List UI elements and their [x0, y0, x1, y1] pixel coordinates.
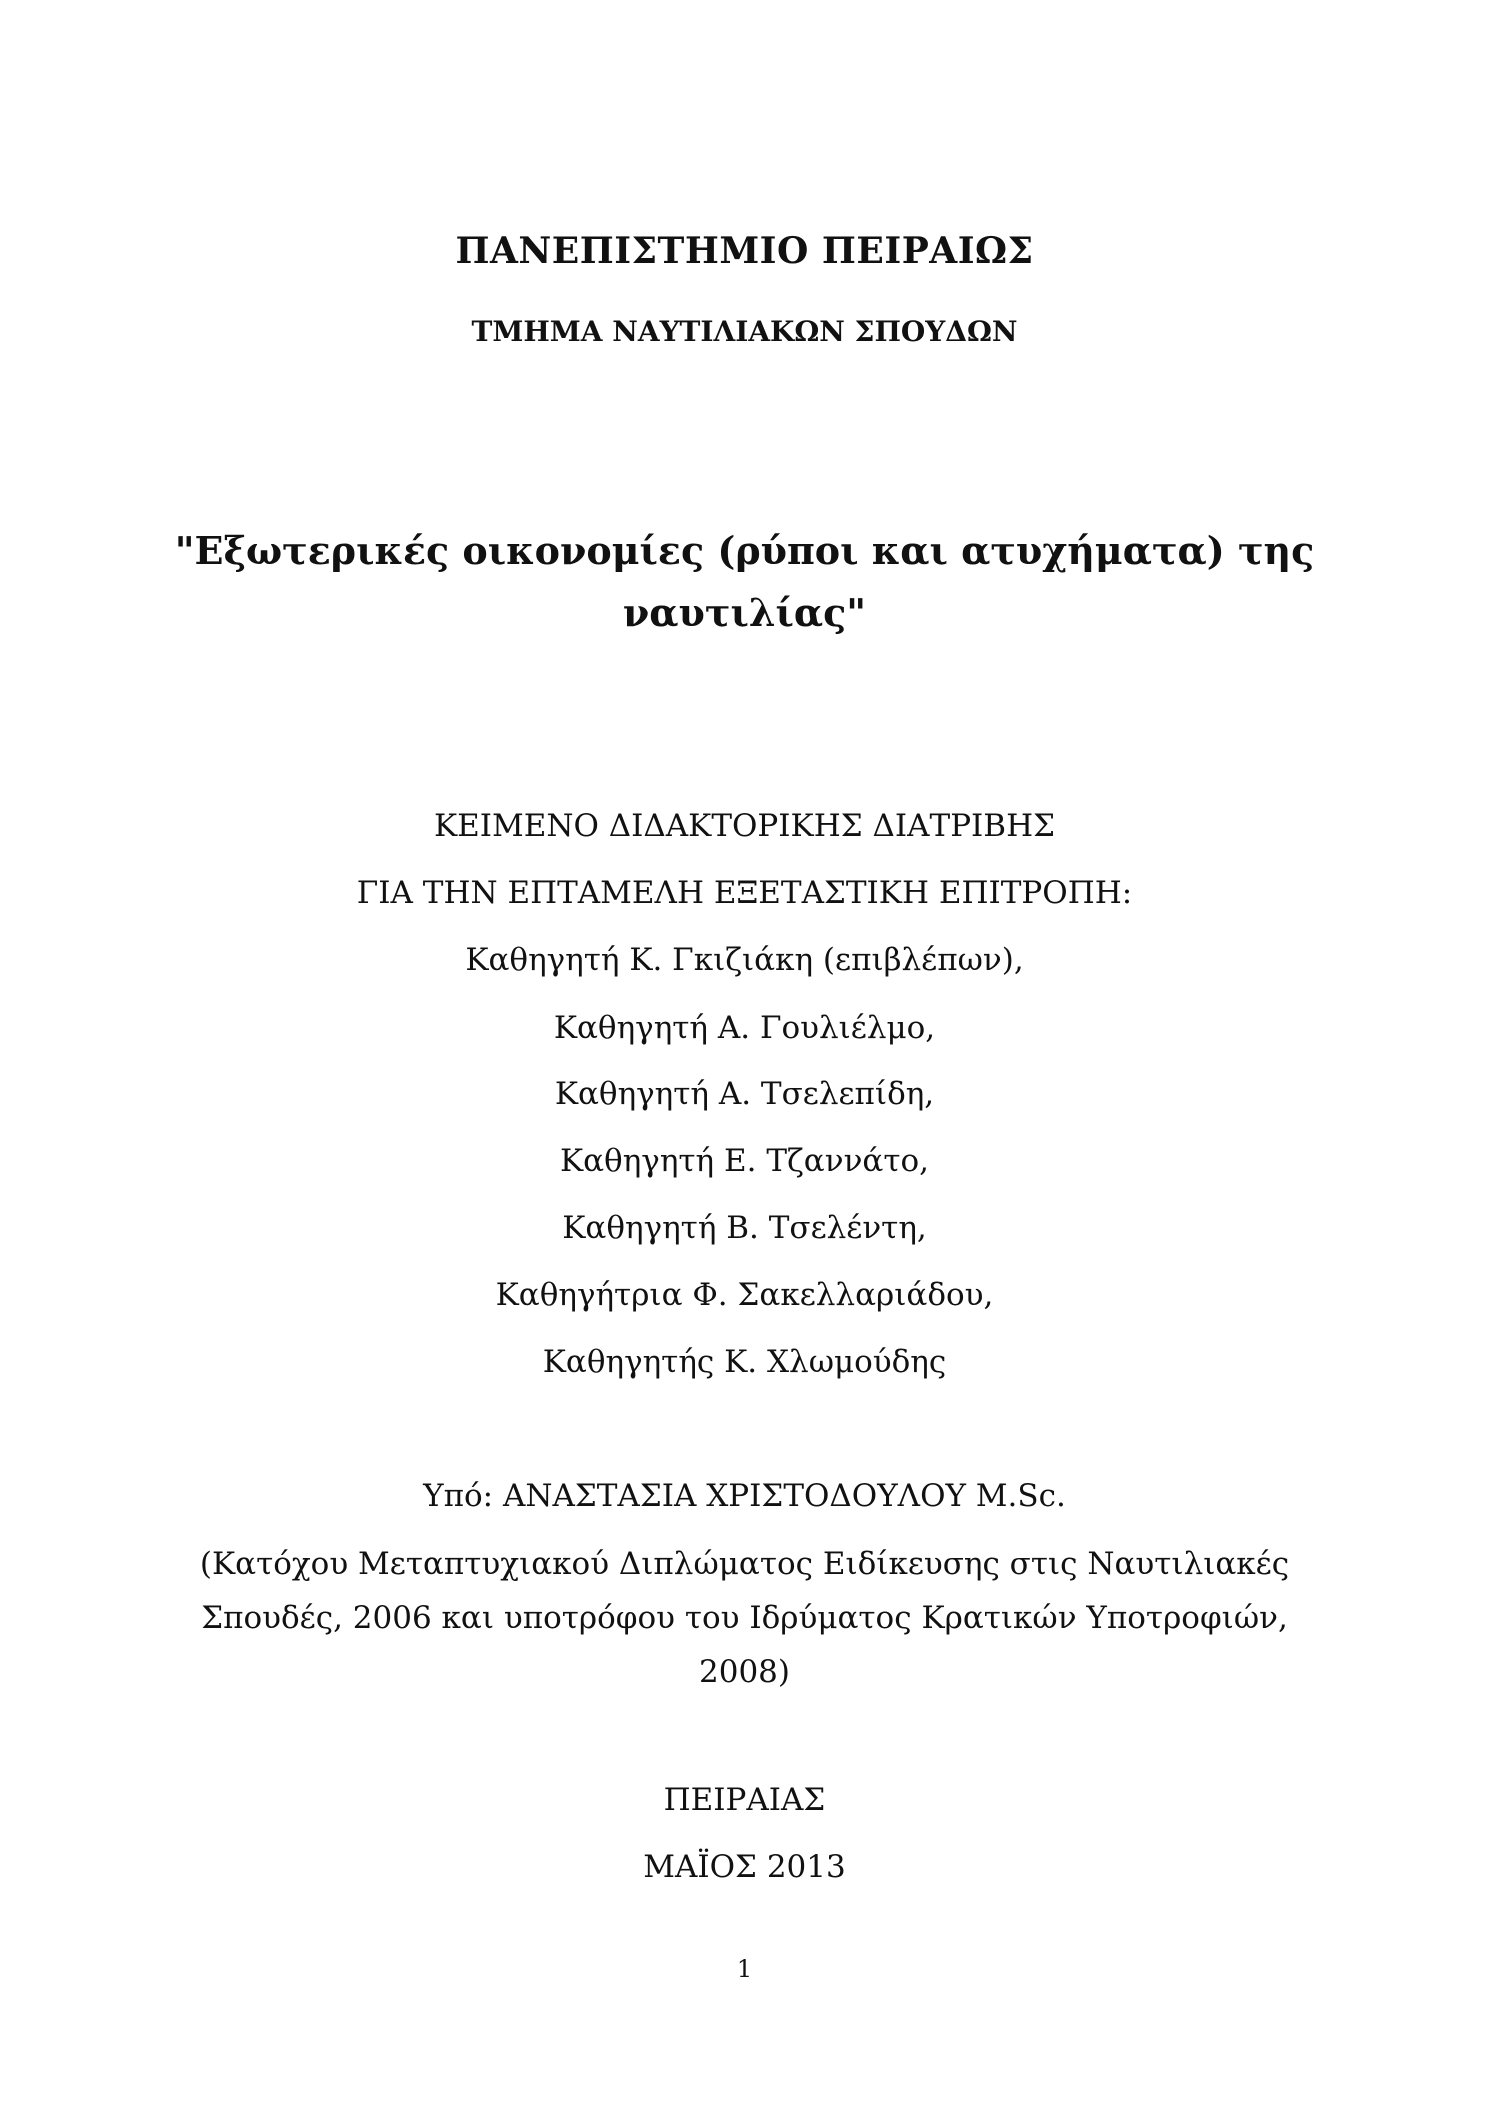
page-number: 1: [736, 1955, 753, 1983]
committee-member: Καθηγητή Α. Τσελεπίδη,: [554, 1076, 935, 1112]
committee-heading: ΓΙΑ ΤΗΝ ΕΠΤΑΜΕΛΗ ΕΞΕΤΑΣΤΙΚΗ ΕΠΙΤΡΟΠΗ:: [356, 875, 1133, 911]
committee-member: Καθηγητής Κ. Χλωμούδης: [542, 1344, 947, 1380]
author-byline: Υπό: ΑΝΑΣΤΑΣΙΑ ΧΡΙΣΤΟΔΟΥΛΟΥ M.Sc.: [423, 1478, 1066, 1514]
department-name: ΤΜΗΜΑ ΝΑΥΤΙΛΙΑΚΩΝ ΣΠΟΥΔΩΝ: [471, 315, 1018, 348]
committee-member: Καθηγητή Κ. Γκιζιάκη (επιβλέπων),: [465, 942, 1024, 978]
author-credentials-line: Σπουδές, 2006 και υποτρόφου του Ιδρύματος Κρατικών Υποτροφιών,: [201, 1600, 1288, 1636]
document-kind: ΚΕΙΜΕΝΟ ΔΙΔΑΚΤΟΡΙΚΗΣ ΔΙΑΤΡΙΒΗΣ: [433, 808, 1056, 844]
committee-member: Καθηγητή Β. Τσελέντη,: [562, 1210, 927, 1246]
thesis-title-line-2: ναυτιλίας": [622, 590, 867, 635]
thesis-title-line-1: "Εξωτερικές οικονομίες (ρύποι και ατυχήματα) της: [174, 528, 1315, 573]
committee-member: Καθηγητή Α. Γουλιέλμο,: [553, 1010, 936, 1046]
author-credentials-line: 2008): [699, 1654, 790, 1690]
city: ΠΕΙΡΑΙΑΣ: [663, 1782, 826, 1818]
committee-member: Καθηγητή Ε. Τζαννάτο,: [559, 1143, 930, 1179]
committee-member: Καθηγήτρια Φ. Σακελλαριάδου,: [495, 1277, 994, 1313]
university-name: ΠΑΝΕΠΙΣΤΗΜΙΟ ΠΕΙΡΑΙΩΣ: [455, 230, 1034, 272]
publication-date: ΜΑΪΟΣ 2013: [643, 1849, 846, 1885]
author-credentials-line: (Κατόχου Μεταπτυχιακού Διπλώματος Ειδίκευσης στις Ναυτιλιακές: [199, 1546, 1290, 1582]
